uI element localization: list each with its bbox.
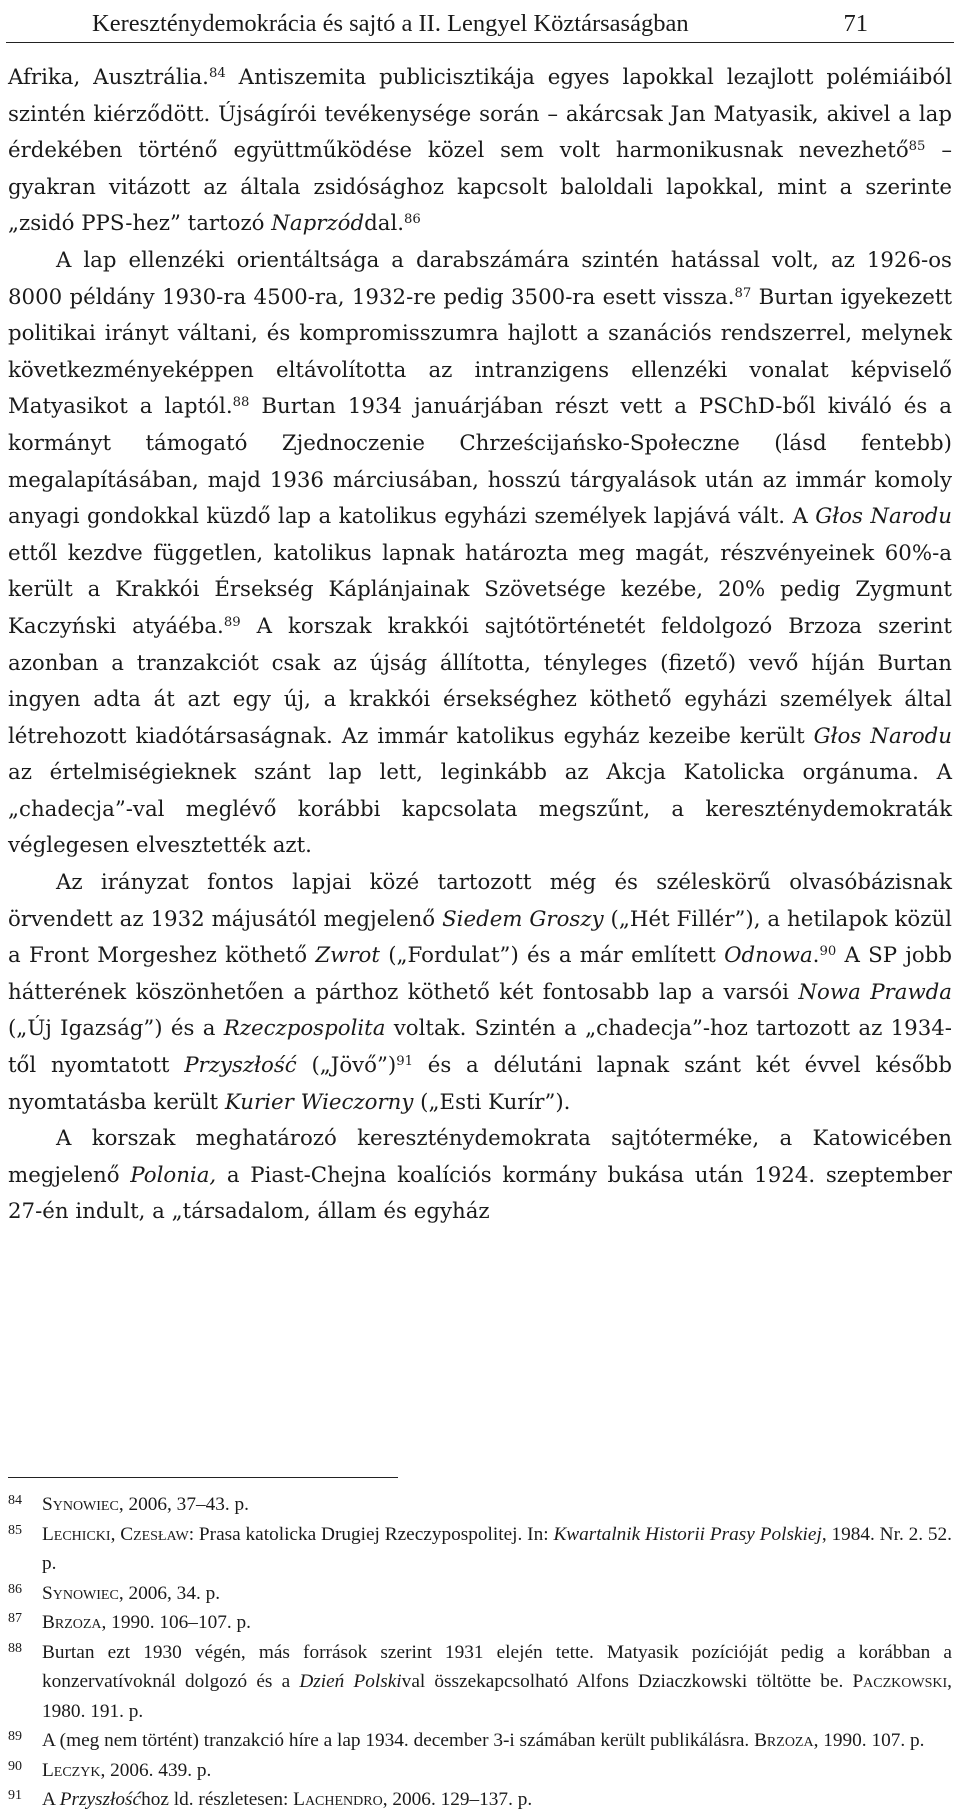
- italic-title: Zwrot: [315, 943, 380, 969]
- footnote-text: [42, 1608, 952, 1638]
- author-name: Lechicki: [42, 1523, 111, 1545]
- text-run: („Esti Kurír”).: [413, 1089, 571, 1115]
- author-name: Brzoza: [754, 1730, 814, 1751]
- text-run: A SP jobb hátterének köszönhetően a párthoz köthető két fontosabb lap a varsói: [8, 943, 953, 1005]
- footnote-number: 87: [8, 1611, 22, 1626]
- footnote-ref[interactable]: 89: [223, 614, 241, 630]
- author-name: Synowiec: [42, 1494, 119, 1515]
- footnote-text: [42, 1520, 952, 1579]
- text-run: A korszak krakkói sajtótörténetét feldolgozó Brzoza szerint azonban a tranzakciót csak az újság állította, tényleges (fizető) vevő híján Burtan ingyen adta át azt egy új, a krakkói érsekséghez köthető egyházi személyek által létrehozott kiadótársaságnak. Az immár katolikus egyház kezeibe került: [8, 613, 952, 749]
- text-run: , 2006, 37–43. p.: [118, 1494, 249, 1515]
- text-run: és a délutáni lapnak szánt két évvel később nyomtatásba került: [8, 1053, 952, 1115]
- author-name: Brzoza: [42, 1612, 102, 1633]
- footnote: [8, 1638, 952, 1727]
- footnote-ref[interactable]: 84: [208, 65, 226, 81]
- footnote-number: 85: [8, 1522, 22, 1538]
- text-run: ettől kezdve független, katolikus lapnak határozta meg magát, részvényeinek 60%-a került a Krakkói Érsekség Káplánjainak Szövetsége kezébe, 20% pedig Zygmunt Kaczyński atyáéba.: [8, 540, 952, 639]
- footnote: [8, 1785, 952, 1815]
- text-run: a Piast-Chejna koalíciós kormány bukása után 1924. szeptember 27-én indult, a „társadalom, állam és egyház: [8, 1162, 952, 1225]
- italic-title: Kurier Wieczorny: [224, 1089, 414, 1115]
- running-header: [92, 4, 868, 38]
- text-run: – gyakran vitázott az általa zsidósághoz kapcsolt baloldali lapokkal, mint a szerinte „zsidó PPS-hez” tartozó: [8, 138, 952, 237]
- text-run: A lap ellenzéki orientáltsága a darabszámára szintén hatással volt, az 1926-os 8000 példány 1930-ra 4500-ra, 1932-re pedig 3500-ra esett vissza.: [8, 247, 952, 310]
- text-run: , 1984. Nr. 2. 52. p.: [42, 1523, 953, 1574]
- text-run: dal.: [364, 211, 405, 237]
- footnote: [8, 1608, 952, 1638]
- running-title: Kereszténydemokrácia és sajtó a II. Lengyel Köztársaságban: [92, 10, 689, 37]
- text-run: („Új Igazság”) és a: [8, 1016, 224, 1042]
- text-run: az értelmiségieknek szánt lap lett, leginkább az Akcja Katolicka orgánuma. A „chadecja”-val meglévő korábbi kapcsolata megszűnt, a kereszténydemokraták véglegesen elvesztették azt.: [8, 760, 952, 859]
- footnote-ref[interactable]: 86: [404, 212, 421, 228]
- author-name: Paczkowski: [852, 1671, 948, 1692]
- paragraph: [8, 243, 952, 865]
- text-run: Burtan 1934 januárjában részt vett a PSChD-ből kiváló és a kormányt támogató Zjednoczenie Chrześcijańsko-Społeczne (lásd fentebb) megalapításában, majd 1936 márciusában, hosszú tárgyalások után az immár komoly anyagi gondokkal küzdő lap a katolikus egyházi személyek lapjává vált. A: [8, 394, 953, 530]
- paragraph: [8, 60, 952, 243]
- footnote-ref[interactable]: 85: [908, 138, 926, 154]
- author-name: Lachendro: [293, 1789, 383, 1810]
- footnote-text: [42, 1638, 952, 1727]
- text-run: voltak. Szintén a „chadecja”-hoz tartozott az 1934-től nyomtatott: [8, 1016, 952, 1079]
- page-number: 71: [843, 10, 868, 37]
- text-run: , 1990. 106–107. p.: [101, 1612, 251, 1633]
- text-run: : Prasa katolicka Drugiej Rzeczypospolitej. In:: [188, 1523, 554, 1545]
- text-run: Burtan igyekezett politikai irányt váltani, és kompromisszumra hajlott a szanációs rendszerrel, melynek következményeképpen eltávolította az intranzigens ellenzéki vonalat képviselő Matyasikot a laptól.: [8, 284, 952, 420]
- italic-title: Odnowa: [724, 943, 813, 969]
- text-run: val összekapcsolható Alfons Dziaczkowski töltötte be.: [401, 1671, 853, 1692]
- text-run: hoz ld. részletesen:: [141, 1789, 294, 1810]
- footnotes: [8, 1490, 952, 1815]
- text-run: A (meg nem történt) tranzakció híre a lap 1934. december 3-i számában került publikálásra.: [42, 1730, 755, 1751]
- text-run: („Jövő”): [296, 1053, 397, 1079]
- footnote-number: 90: [8, 1758, 22, 1774]
- author-name: Leczyk: [42, 1759, 101, 1781]
- text-run: Az irányzat fontos lapjai közé tartozott még és széleskörű olvasóbázisnak örvendett az 1932 májusától megjelenő: [8, 870, 952, 932]
- paragraph: [8, 1121, 952, 1231]
- italic-title: Przyszłość: [184, 1053, 297, 1079]
- text-run: , 1990. 107. p.: [813, 1730, 925, 1751]
- footnote-number: 84: [8, 1493, 22, 1508]
- paragraph: [8, 865, 952, 1121]
- footnote-number: 91: [8, 1788, 22, 1803]
- italic-title: Rzeczpospolita: [223, 1016, 386, 1042]
- footnote-text: [42, 1490, 952, 1520]
- italic-title: Naprzód: [271, 211, 365, 237]
- italic-title: Polonia,: [130, 1162, 217, 1188]
- text-run: A korszak meghatározó kereszténydemokrata sajtóterméke, a Katowicében megjelenő: [8, 1126, 952, 1188]
- italic-title: Głos Narodu: [813, 723, 952, 749]
- footnote-number: 88: [8, 1640, 22, 1656]
- footnote-separator: [8, 1477, 398, 1478]
- footnote-text: [42, 1726, 952, 1756]
- text-run: A: [42, 1789, 60, 1810]
- footnote-text: [42, 1785, 952, 1815]
- italic-title: Przyszłość: [59, 1789, 142, 1810]
- text-run: („Hét Fillér”), a hetilapok közül a Front Morgeshez köthető: [8, 906, 952, 969]
- text-run: Burtan ezt 1930 végén, más források szerint 1931 elején tette. Matyasik pozícióját pedig a korábban a konzervatívoknál dolgozó és a: [42, 1641, 952, 1692]
- italic-title: Dzień Polski: [299, 1671, 402, 1692]
- footnote: [8, 1490, 952, 1520]
- footnote-text: [42, 1579, 952, 1609]
- text-run: , 1980. 191. p.: [42, 1671, 952, 1722]
- footnote-number: 86: [8, 1581, 22, 1597]
- footnote-ref[interactable]: 91: [396, 1053, 413, 1069]
- footnote-ref[interactable]: 88: [232, 395, 250, 411]
- footnote-number: 89: [8, 1729, 22, 1744]
- text-run: („Fordulat”) és a már említett: [379, 943, 725, 969]
- footnote: [8, 1520, 952, 1579]
- text-run: , 2006, 34. p.: [118, 1582, 221, 1604]
- text-run: Antiszemita publicisztikája egyes lapokkal lezajlott polémiáiból szintén kiérződött. Újságírói tevékenysége során – akárcsak Jan Matyasik, akivel a lap érdekében történő együttműködése közel sem volt harmonikusnak nevezhető: [8, 65, 953, 164]
- italic-title: Siedem Groszy: [442, 906, 604, 932]
- header-rule: [6, 42, 954, 43]
- text-run: , 2006. 129–137. p.: [382, 1789, 533, 1810]
- italic-title: Kwartalnik Historii Prasy Polskiej: [553, 1523, 822, 1545]
- body-text: [8, 60, 952, 1231]
- footnote: [8, 1756, 952, 1786]
- footnote-ref[interactable]: 87: [734, 285, 752, 301]
- footnote-ref[interactable]: 90: [819, 944, 837, 959]
- author-name: Synowiec: [42, 1582, 119, 1604]
- text-run: Afrika, Ausztrália.: [8, 65, 209, 90]
- italic-title: Głos Narodu: [815, 504, 953, 530]
- italic-title: Nowa Prawda: [798, 979, 952, 1005]
- text-run: , 2006. 439. p.: [100, 1759, 212, 1781]
- author-name: Czesław: [120, 1523, 189, 1545]
- footnote: [8, 1726, 952, 1756]
- text-run: ,: [110, 1523, 121, 1545]
- text-run: .: [812, 943, 820, 969]
- footnote: [8, 1579, 952, 1609]
- footnote-text: [42, 1756, 952, 1786]
